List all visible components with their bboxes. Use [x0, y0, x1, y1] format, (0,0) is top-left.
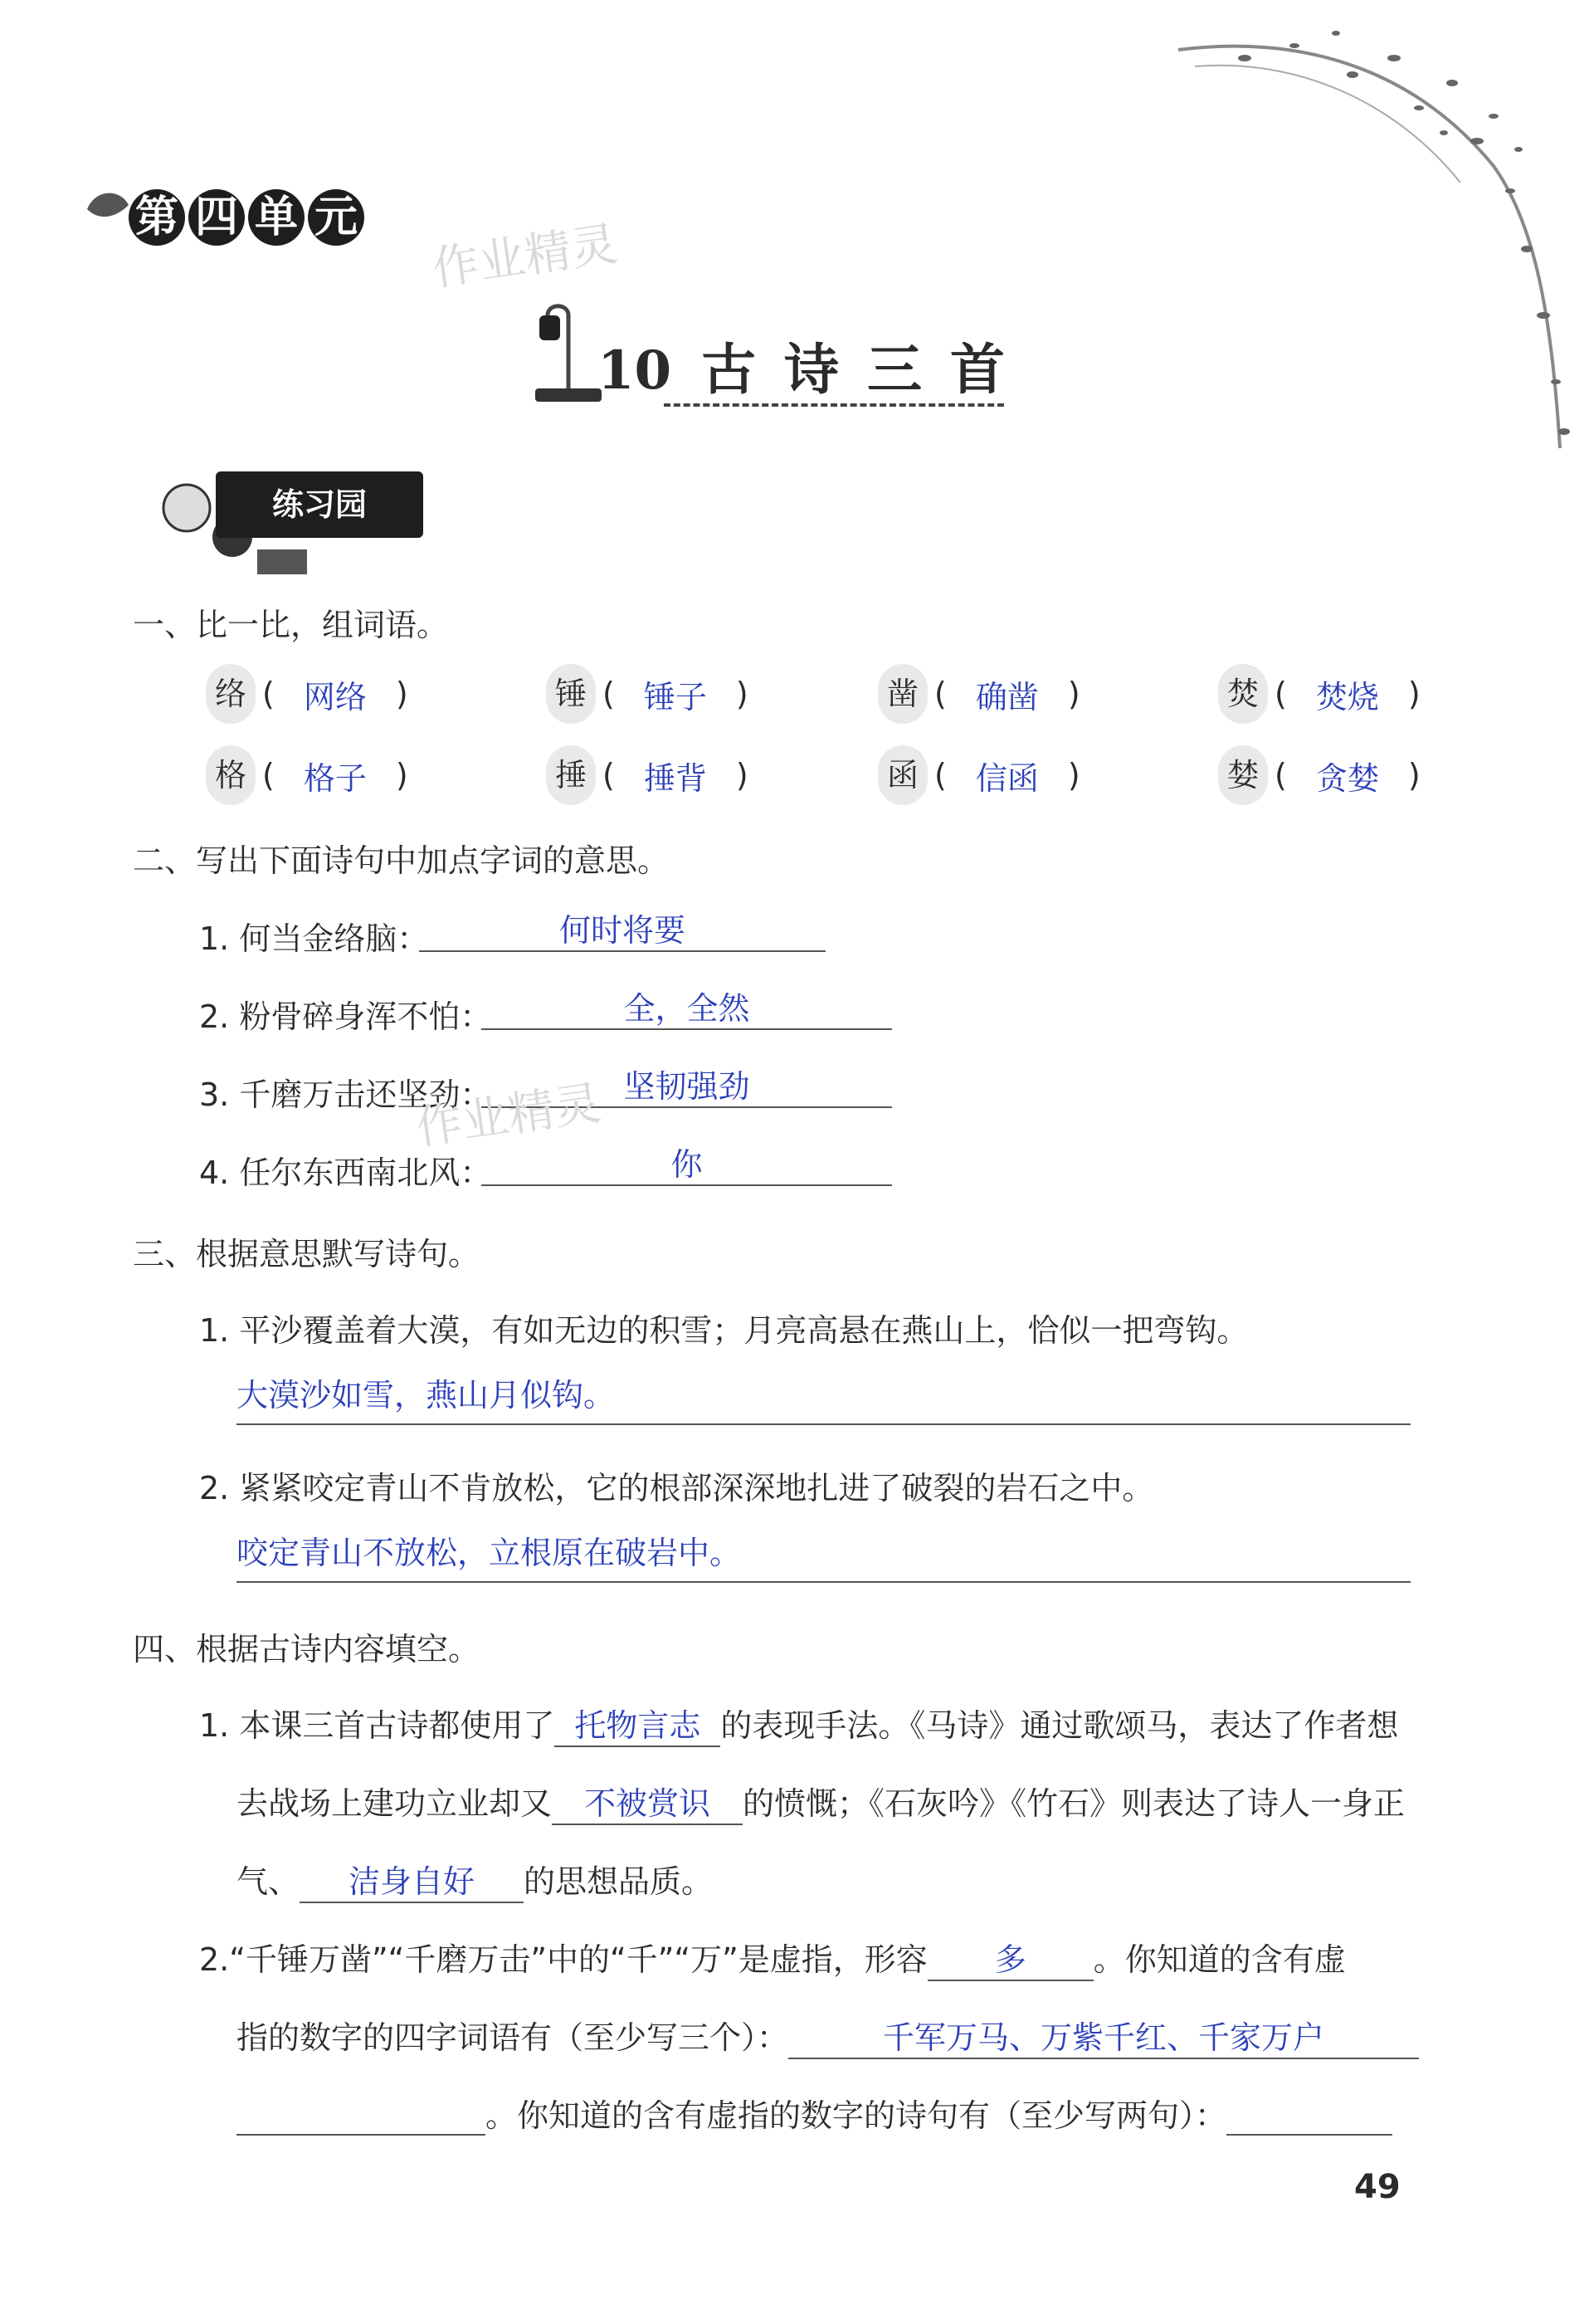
- pair-char: 捶: [546, 745, 596, 805]
- pair-answer: 捶背: [643, 759, 707, 797]
- q4-line: [236, 2090, 1392, 2136]
- q3-prompt: 1. 平沙覆盖着大漠，有如无边的积雪；月亮高悬在燕山上，恰似一把弯钩。: [199, 1312, 1249, 1349]
- q4-line: [199, 1700, 1398, 1747]
- unit-char: 单: [248, 189, 305, 246]
- q4-text: 。你知道的含有虚: [1093, 1941, 1346, 1978]
- q4-blank: [236, 2097, 485, 2136]
- pair-char: 函: [878, 745, 928, 805]
- word-pair: 函 ( 信函 ): [878, 745, 1087, 805]
- q4-answer: 多: [928, 1934, 1094, 1981]
- word-pair: 婪 ( 贪婪 ): [1218, 745, 1427, 805]
- q3-prompt: 2. 紧紧咬定青山不肯放松，它的根部深深地扎进了破裂的岩石之中。: [199, 1470, 1154, 1506]
- pair-answer: 焚烧: [1315, 678, 1379, 715]
- q2-answer: 何时将要: [419, 905, 826, 952]
- unit-char: 四: [188, 189, 245, 246]
- q2-answer: 你: [481, 1139, 892, 1186]
- q4-answer: 不被赏识: [552, 1778, 743, 1825]
- q3-answer: 大漠沙如雪，燕山月似钩。: [236, 1370, 1411, 1425]
- lesson-title: [597, 325, 1033, 404]
- q2-label: 3. 千磨万击还坚劲：: [199, 1077, 492, 1113]
- pair-answer: 格子: [303, 759, 367, 797]
- pair-answer: 锤子: [643, 678, 707, 715]
- word-pair: 格 ( 格子 ): [206, 745, 415, 805]
- q2-item: [199, 991, 491, 1037]
- q4-answer: 千军万马、万紫千红、千家万户: [788, 2012, 1419, 2059]
- title-underline: [664, 403, 1004, 407]
- pair-answer: 网络: [303, 678, 367, 715]
- unit-char: 第: [129, 189, 185, 246]
- word-pair: 捶 ( 捶背 ): [546, 745, 755, 805]
- q2-item: [199, 913, 428, 959]
- pair-answer: 信函: [975, 759, 1039, 797]
- q4-text: 的思想品质。: [524, 1863, 714, 1900]
- q2-answer: 全，全然: [481, 983, 892, 1030]
- pair-char: 焚: [1218, 664, 1268, 724]
- corner-branch-decoration: [1145, 0, 1589, 465]
- pair-answer: 确凿: [975, 678, 1039, 715]
- pair-char: 格: [206, 745, 256, 805]
- q2-label: 4. 任尔东西南北风：: [199, 1155, 492, 1191]
- unit-char: 元: [308, 189, 364, 246]
- word-pair: 焚 ( 焚烧 ): [1218, 664, 1427, 724]
- watermark: 作业精灵: [429, 217, 621, 297]
- q4-answer: 托物言志: [554, 1700, 720, 1747]
- q4-text: 气、: [236, 1863, 300, 1900]
- q4-answer: 洁身自好: [300, 1856, 524, 1903]
- q2-item: [199, 1147, 491, 1193]
- q2-title: 二、写出下面诗句中加点字词的意思。: [133, 842, 670, 879]
- q2-label: 1. 何当金络脑：: [199, 920, 429, 957]
- pair-char: 络: [206, 664, 256, 724]
- word-pair: 凿 ( 确凿 ): [878, 664, 1087, 724]
- page-number: 49: [1354, 2168, 1401, 2206]
- q4-text: 的表现手法。《马诗》通过歌颂马，表达了作者想: [720, 1707, 1399, 1744]
- lamp-icon: [531, 299, 606, 407]
- q2-answer: 坚韧强劲: [481, 1061, 892, 1108]
- lesson-number: 10: [597, 339, 672, 402]
- q4-title: 四、根据古诗内容填空。: [133, 1631, 480, 1667]
- lesson-name: 古诗三首: [701, 337, 1034, 402]
- word-pair: 络 ( 网络 ): [206, 664, 415, 724]
- q4-text: 的愤慨；《石灰吟》《竹石》则表达了诗人一身正: [743, 1785, 1406, 1822]
- q1-title: 一、比一比，组词语。: [133, 607, 449, 643]
- q3-answer: 咬定青山不放松，立根原在破岩中。: [236, 1527, 1411, 1583]
- q3-title: 三、根据意思默写诗句。: [133, 1236, 480, 1272]
- practice-label: 练习园: [216, 471, 423, 538]
- q4-line: [236, 2012, 1419, 2059]
- q4-text: 。你知道的含有虚指的数字的诗句有（至少写两句）：: [485, 2097, 1227, 2134]
- q4-line: [236, 1778, 1405, 1825]
- pair-char: 凿: [878, 664, 928, 724]
- q4-text: 2.“千锤万凿”“千磨万击”中的“千”“万”是虚指，形容: [199, 1941, 928, 1978]
- q4-line: [236, 1856, 713, 1903]
- pair-char: 婪: [1218, 745, 1268, 805]
- pair-answer: 贪婪: [1315, 759, 1379, 797]
- unit-badge: [129, 189, 364, 249]
- watermark: 作业精灵: [412, 1076, 605, 1156]
- q4-text: 指的数字的四字词语有（至少写三个）：: [236, 2019, 789, 2056]
- q4-text: 去战场上建功立业却又: [236, 1785, 553, 1822]
- q4-blank: [1226, 2097, 1392, 2136]
- q4-text: 1. 本课三首古诗都使用了: [199, 1707, 555, 1744]
- pair-char: 锤: [546, 664, 596, 724]
- q4-line: [199, 1934, 1346, 1981]
- q2-label: 2. 粉骨碎身浑不怕：: [199, 998, 492, 1035]
- word-pair: 锤 ( 锤子 ): [546, 664, 755, 724]
- leaf-icon: [83, 184, 133, 226]
